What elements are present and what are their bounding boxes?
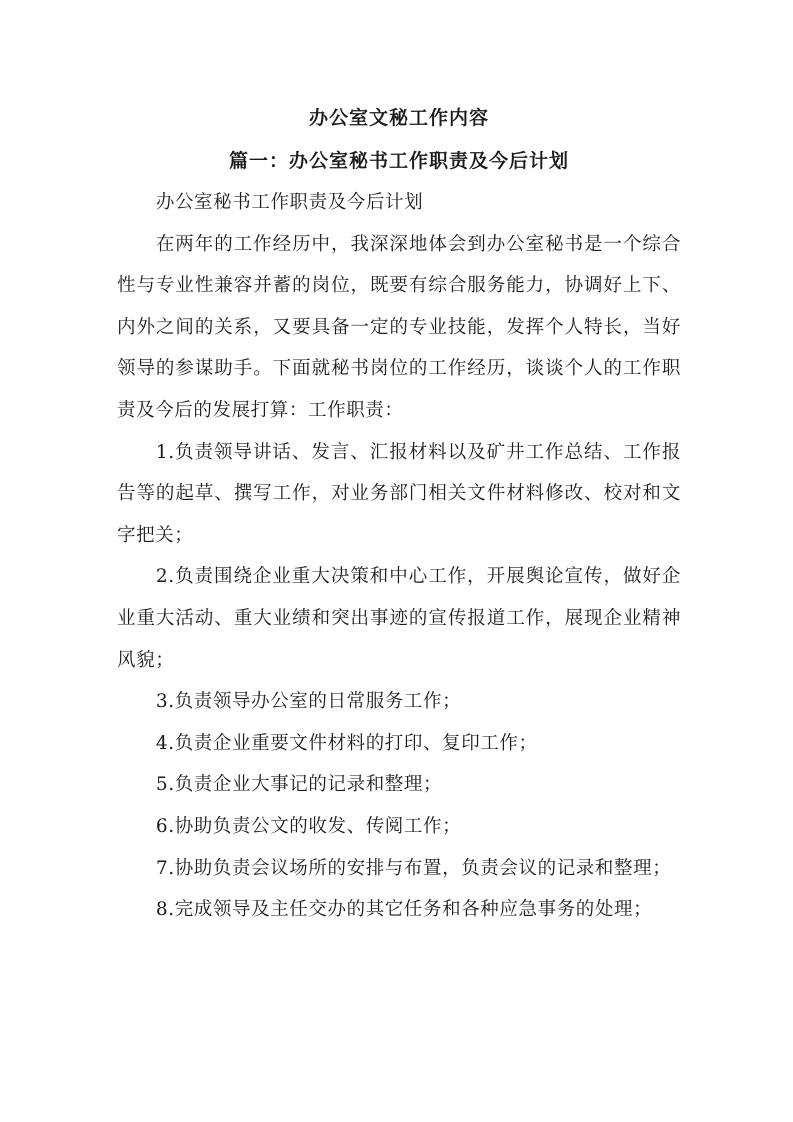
list-item-duty-1: 1.负责领导讲话、发言、汇报材料以及矿井工作总结、工作报告等的起草、撰写工作，对业务部门相关文件材料修改、校对和文字把关； xyxy=(117,441,681,546)
document-body xyxy=(117,96,681,931)
section-heading: 篇一：办公室秘书工作职责及今后计划 xyxy=(228,150,569,172)
paragraph-subtitle: 办公室秘书工作职责及今后计划 xyxy=(155,192,424,213)
list-item-duty-2: 2.负责围绕企业重大决策和中心工作，开展舆论宣传，做好企业重大活动、重大业绩和突出事迹的宣传报道工作，展现企业精神风貌； xyxy=(117,566,681,671)
document-title: 办公室文秘工作内容 xyxy=(308,107,489,129)
list-item-duty-5: 5.负责企业大事记的记录和整理； xyxy=(155,774,443,796)
list-item-duty-4: 4.负责企业重要文件材料的打印、复印工作； xyxy=(155,732,538,754)
list-item-duty-3: 3.负责领导办公室的日常服务工作； xyxy=(155,691,462,713)
list-item-duty-8: 8.完成领导及主任交办的其它任务和各种应急事务的处理； xyxy=(155,899,653,921)
paragraph-intro: 在两年的工作经历中，我深深地体会到办公室秘书是一个综合性与专业性兼容并蓄的岗位，既要有综合服务能力，协调好上下、内外之间的关系，又要具备一定的专业技能，发挥个人特长，当好领导的参谋助手。下面就秘书岗位的工作经历，谈谈个人的工作职责及今后的发展打算：工作职责： xyxy=(117,233,681,421)
list-item-duty-6: 6.协助负责公文的收发、传阅工作； xyxy=(155,815,462,837)
list-item-duty-7: 7.协助负责会议场所的安排与布置，负责会议的记录和整理； xyxy=(155,857,672,879)
